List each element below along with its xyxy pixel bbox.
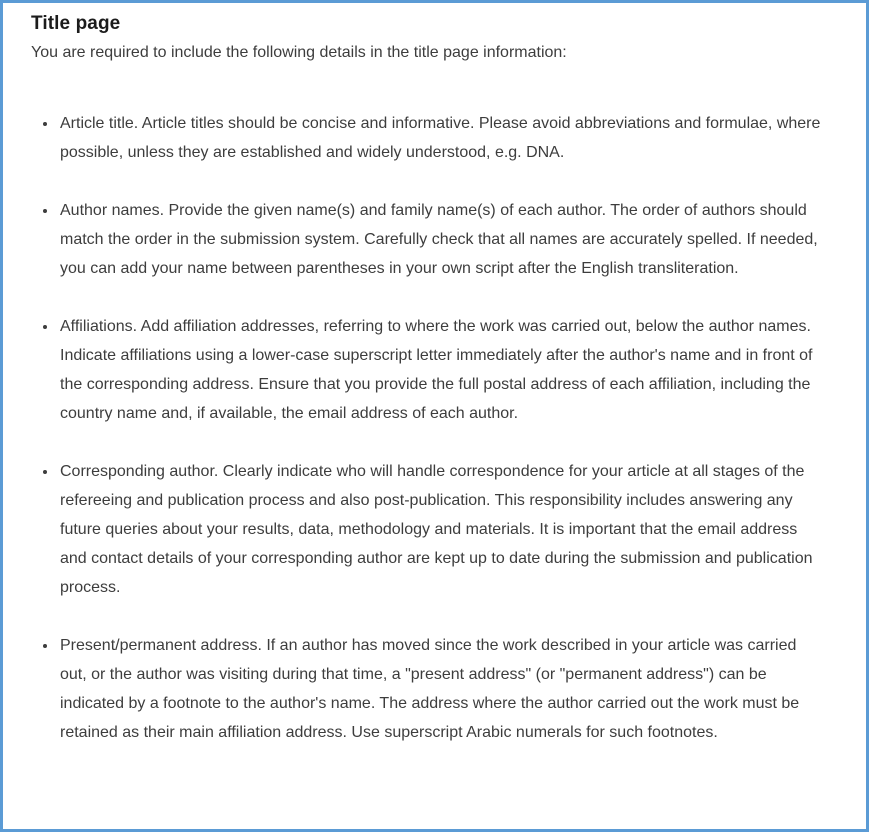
requirement-item-author-names: • Author names. Provide the given name(s) and family name(s) of each author. The order of authors should match the order in the submission system. Carefully check that all names are accurately spelled. If needed, you can add your name between parentheses in your own script after the English transliteration. [58, 196, 824, 283]
section-title: Title page [31, 13, 121, 34]
requirements-list [31, 109, 824, 747]
intro-paragraph: You are required to include the following details in the title page information: [31, 44, 567, 61]
requirement-item-affiliations: • Affiliations. Add affiliation addresses, referring to where the work was carried out, below the author names. Indicate affiliations using a lower-case superscript letter immediately after the author's name and in front of the corresponding address. Ensure that you provide the full postal address of each affiliation, including the country name and, if available, the email address of each author. [58, 312, 824, 428]
requirement-item-article-title: • Article title. Article titles should be concise and informative. Please avoid abbreviations and formulae, where possible, unless they are established and widely understood, e.g. DNA. [58, 109, 824, 167]
requirement-item-present-permanent-address: • Present/permanent address. If an author has moved since the work described in your article was carried out, or the author was visiting during that time, a "present address" (or "permanent address") can be indicated by a footnote to the author's name. The address where the author carried out the work must be retained as their main affiliation address. Use superscript Arabic numerals for such footnotes. [58, 631, 824, 747]
requirement-item-corresponding-author: • Corresponding author. Clearly indicate who will handle correspondence for your article at all stages of the refereeing and publication process and also post-publication. This responsibility includes answering any future queries about your results, data, methodology and materials. It is important that the email address and contact details of your corresponding author are kept up to date during the submission and publication process. [58, 457, 824, 602]
